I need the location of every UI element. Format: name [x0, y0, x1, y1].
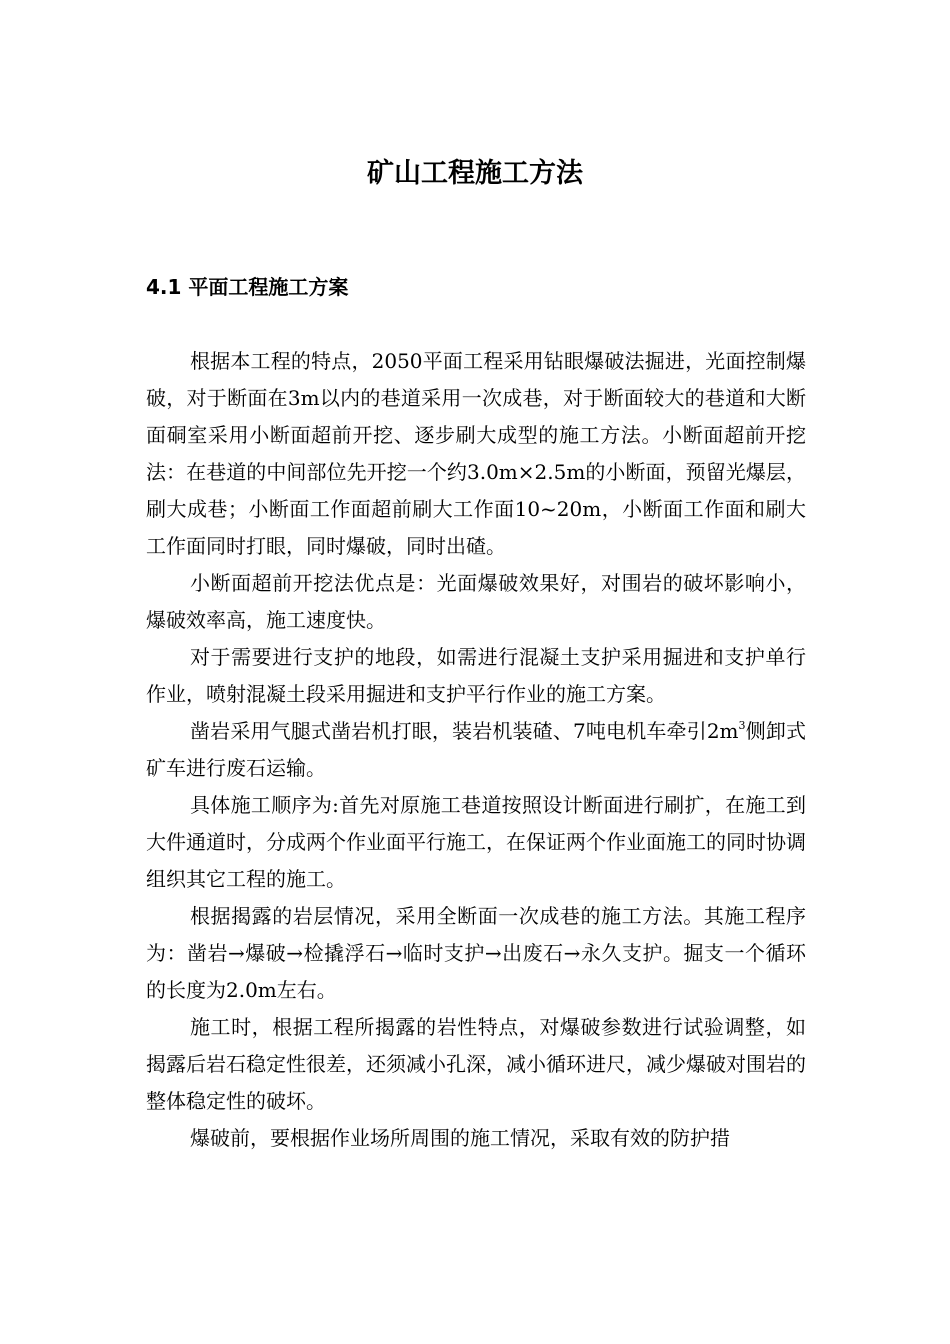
- paragraph-text: 侧卸式矿车进行废石运输。: [146, 719, 807, 780]
- paragraph: 对于需要进行支护的地段，如需进行混凝土支护采用掘进和支护单行作业，喷射混凝土段采用掘进和支护平行作业的施工方案。: [146, 645, 806, 706]
- paragraph: 根据揭露的岩层情况，采用全断面一次成巷的施工方法。其施工程序为：凿岩→爆破→检撬浮石→临时支护→出废石→永久支护。掘支一个循环的长度为2.0m左右。: [146, 904, 806, 1002]
- paragraph: 施工时，根据工程所揭露的岩性特点，对爆破参数进行试验调整，如揭露后岩石稳定性很差，还须减小孔深，减小循环进尺，减少爆破对围岩的整体稳定性的破坏。: [146, 1015, 806, 1113]
- paragraph-text: 凿岩采用气腿式凿岩机打眼，装岩机装碴、7吨电机车牵引2m: [190, 719, 739, 743]
- superscript: 3: [738, 719, 746, 732]
- body-text: [146, 343, 806, 1157]
- paragraph: 爆破前，要根据作业场所周围的施工情况，采取有效的防护措: [190, 1126, 730, 1150]
- paragraph: [146, 713, 806, 787]
- paragraph: 根据本工程的特点，2050平面工程采用钻眼爆破法掘进，光面控制爆破，对于断面在3m以内的巷道采用一次成巷，对于断面较大的巷道和大断面硐室采用小断面超前开挖、逐步刷大成型的施工方法。小断面超前开挖法：在巷道的中间部位先开挖一个约3.0m×2.5m的小断面，预留光爆层，刷大成巷；小断面工作面超前刷大工作面10~20m，小断面工作面和刷大工作面同时打眼，同时爆破，同时出碴。: [146, 349, 806, 558]
- page-title: 矿山工程施工方法: [367, 158, 583, 189]
- paragraph: 小断面超前开挖法优点是：光面爆破效果好，对围岩的破坏影响小，爆破效率高，施工速度快。: [146, 571, 806, 632]
- section-heading: 4.1 平面工程施工方案: [146, 275, 349, 299]
- paragraph: 具体施工顺序为:首先对原施工巷道按照设计断面进行刷扩，在施工到大件通道时，分成两个作业面平行施工，在保证两个作业面施工的同时协调组织其它工程的施工。: [146, 793, 806, 891]
